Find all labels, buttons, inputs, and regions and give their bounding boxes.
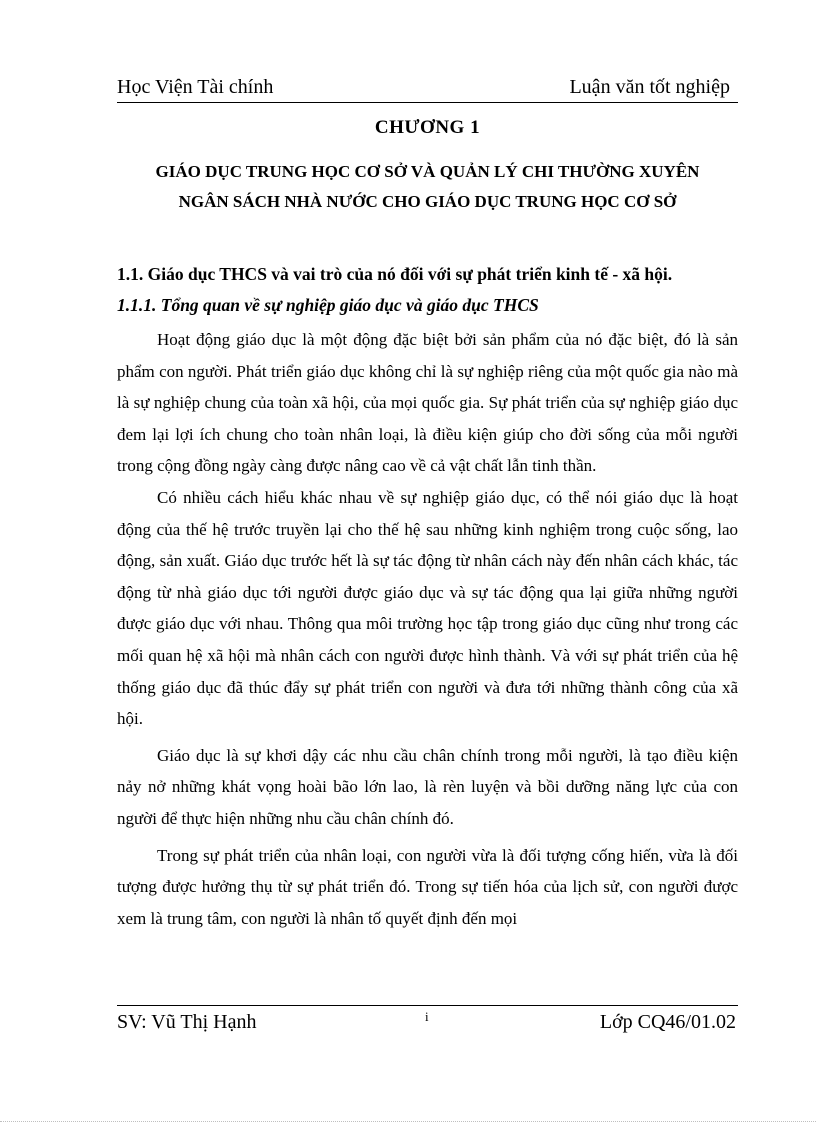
- footer-divider: [117, 1005, 738, 1006]
- chapter-title: [117, 157, 738, 217]
- chapter-title-line-1: GIÁO DỤC TRUNG HỌC CƠ SỞ VÀ QUẢN LÝ CHI THƯỜNG XUYÊN: [155, 162, 700, 181]
- paragraph-3: Giáo dục là sự khơi dậy các nhu cầu chân chính trong mỗi người, là tạo điều kiện nảy nở những khát vọng hoài bão lớn lao, là rèn luyện và bồi dưỡng năng lực của con người để thực hiện những nhu cầu chân chính đó.: [117, 745, 738, 828]
- page-number: i: [425, 1009, 429, 1024]
- chapter-title-line-2: NGÂN SÁCH NHÀ NƯỚC CHO GIÁO DỤC TRUNG HỌC CƠ SỞ: [178, 192, 677, 211]
- section-heading: 1.1. Giáo dục THCS và vai trò của nó đối với sự phát triển kinh tế - xã hội.: [117, 264, 673, 284]
- chapter-number: CHƯƠNG 1: [374, 117, 481, 138]
- footer-class-code: Lớp CQ46/01.02: [599, 1011, 736, 1033]
- footer-student-name: SV: Vũ Thị Hạnh: [117, 1011, 257, 1033]
- subsection-heading: 1.1.1. Tổng quan về sự nghiệp giáo dục và giáo dục THCS: [117, 295, 539, 315]
- body-text: [117, 324, 738, 934]
- paragraph-2: Có nhiều cách hiểu khác nhau về sự nghiệp giáo dục, có thể nói giáo dục là hoạt động của thế hệ trước truyền lại cho thế hệ sau những kinh nghiệm trong cuộc sống, lao động, sản xuất. Giáo dục trước hết là sự tác động từ nhân cách này đến nhân cách khác, tác động từ nhà giáo dục tới người được giáo dục và sự tác động qua lại giữa những người được giáo dục với nhau. Thông qua môi trường học tập trong giáo dục cũng như trong các mối quan hệ xã hội mà nhân cách con người được hình thành. Và với sự phát triển của hệ thống giáo dục đã thúc đẩy sự phát triển con người và đưa tới những thành công của xã hội.: [117, 487, 738, 729]
- page-header: [117, 76, 738, 103]
- page-bottom-edge: [0, 1121, 816, 1122]
- paragraph-1: Hoạt động giáo dục là một động đặc biệt bởi sản phẩm của nó đặc biệt, đó là sản phẩm con người. Phát triển giáo dục không chỉ là sự nghiệp riêng của một quốc gia nào mà là sự nghiệp chung của toàn xã hội, của mọi quốc gia. Sự phát triển của sự nghiệp giáo dục đem lại lợi ích chung cho toàn nhân loại, là điều kiện giúp cho đời sống của mỗi người trong cộng đồng ngày càng được nâng cao về cả vật chất lẫn tinh thần.: [117, 330, 738, 476]
- header-document-type: Luận văn tốt nghiệp: [569, 76, 730, 98]
- paragraph-4: Trong sự phát triển của nhân loại, con người vừa là đối tượng cống hiến, vừa là đối tượng được hưởng thụ từ sự phát triển đó. Trong sự tiến hóa của lịch sử, con người được xem là trung tâm, con người là nhân tố quyết định đến mọi: [117, 845, 738, 928]
- header-institution: Học Viện Tài chính: [117, 76, 274, 98]
